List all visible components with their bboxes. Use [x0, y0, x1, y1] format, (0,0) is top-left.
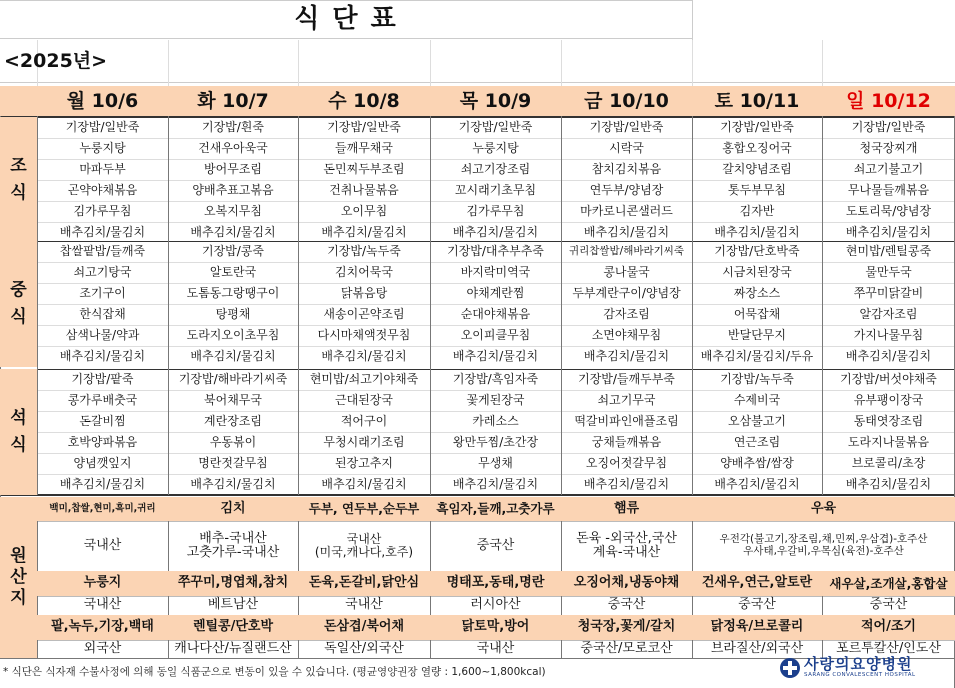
day-header: 일 10/12 [822, 86, 955, 116]
origin-ingredient: 건새우,연근,알토란 [692, 571, 822, 596]
menu-item: 마카로니콘샐러드 [580, 203, 673, 218]
menu-item: 도라지오이초무침 [186, 327, 280, 342]
menu-item: 기장밥/일반죽 [458, 119, 533, 134]
menu-item: 배추김치/물김치 [59, 348, 146, 363]
grid-line [822, 40, 823, 86]
menu-item: 배추김치/물김치 [845, 348, 932, 363]
origin-label-char: 지 [10, 587, 27, 608]
menu-item: 시금치된장국 [722, 264, 792, 279]
menu-item: 배추김치/물김치 [845, 476, 932, 491]
menu-item: 쇠고기탕국 [73, 264, 132, 279]
menu-item: 톳두부무침 [728, 182, 786, 197]
menu-item: 한식잡채 [79, 306, 126, 321]
menu-item: 기장밥/일반죽 [720, 119, 794, 134]
origin-value-line: 돈육 -외국산,국산 [576, 530, 677, 546]
footnote: * 식단은 식자재 수불사정에 의해 동일 식품군으로 변동이 있을 수 있습니다. (평균영양권장 열량 : 1,600~1,800kcal) [3, 666, 546, 678]
menu-item: 삼색나물/약과 [65, 327, 140, 342]
hospital-logo [780, 657, 916, 678]
menu-item: 알토란국 [209, 264, 257, 279]
origin-ingredient: 쭈꾸미,명엽채,참치 [168, 571, 298, 596]
menu-item: 쇠고기불고기 [853, 161, 924, 176]
menu-item: 적어구이 [340, 413, 388, 428]
logo-name: 사랑의요양병원 [804, 655, 913, 673]
origin-value: 브라질산/외국산 [710, 640, 804, 656]
menu-item: 조기구이 [79, 285, 126, 300]
menu-item: 연근조림 [733, 434, 781, 449]
menu-item: 떡갈비파인애플조림 [574, 413, 679, 428]
origin-ingredient: 청국장,꽃게/갈치 [561, 615, 692, 640]
origin-value [168, 521, 298, 571]
menu-item: 무생채 [478, 455, 513, 470]
menu-item: 배추김치/물김치 [845, 224, 932, 239]
menu-item: 현미밥/렌틸콩죽 [845, 243, 932, 258]
origin-ingredient: 김치 [168, 497, 298, 521]
grid-line [0, 82, 955, 83]
origin-ingredient: 적어/조기 [822, 615, 955, 640]
origin-value-line: 국내산 [346, 531, 382, 546]
origin-value [430, 521, 561, 571]
menu-item: 카레소스 [472, 413, 519, 428]
menu-item: 두부계란구이/양념장 [572, 285, 681, 300]
day-header: 목 10/9 [430, 86, 561, 116]
menu-item: 양배추표고볶음 [192, 182, 274, 197]
menu-item: 들깨무채국 [335, 140, 393, 155]
menu-item: 김자반 [739, 203, 775, 218]
menu-item: 계란장조림 [204, 413, 262, 428]
meal-label [0, 241, 37, 367]
menu-item: 탕평채 [215, 306, 251, 321]
menu-item: 기장밥/버섯야채죽 [840, 371, 937, 386]
meal-label [0, 369, 37, 495]
menu-item: 갈치양념조림 [722, 161, 792, 176]
day-header: 토 10/11 [692, 86, 822, 116]
meal-label-char: 조 [10, 156, 27, 177]
menu-item: 김가루무침 [466, 203, 525, 218]
menu-item: 브로콜리/초장 [851, 455, 926, 470]
hospital-cross-icon [780, 658, 800, 678]
menu-item: 기장밥/흑임자죽 [452, 371, 539, 386]
menu-item: 도토리묵/양념장 [845, 203, 932, 218]
menu-item: 다시마채액젓무침 [317, 327, 411, 342]
menu-item: 오징어젓갈무침 [585, 455, 668, 470]
menu-item: 곤약야채볶음 [67, 182, 138, 197]
menu-item: 건취나물볶음 [329, 182, 399, 197]
origin-ingredient: 흑임자,들깨,고춧가루 [430, 497, 561, 521]
menu-item: 찹쌀팥밥/들깨죽 [59, 243, 146, 258]
grid-line [692, 40, 693, 86]
menu-item: 오복지무침 [204, 203, 262, 218]
origin-ingredient: 우육 [692, 497, 955, 521]
grid-line [430, 40, 431, 86]
menu-item: 김치어묵국 [335, 264, 393, 279]
menu-item: 유부팽이장국 [853, 392, 924, 407]
origin-value: 외국산 [83, 640, 122, 656]
menu-item: 순대야채볶음 [460, 306, 531, 321]
menu-item: 현미밥/쇠고기야채죽 [309, 371, 419, 386]
menu-item: 소면야채무침 [591, 327, 662, 342]
menu-item: 연두부/양념장 [589, 182, 664, 197]
menu-item: 기장밥/녹두죽 [720, 371, 794, 386]
menu-item: 호박양파볶음 [67, 434, 138, 449]
day-header: 수 10/8 [298, 86, 430, 116]
menu-item: 기장밥/해바라기씨죽 [178, 371, 288, 386]
origin-value: 캐나다산/뉴질랜드산 [174, 640, 292, 656]
origin-value-line: 계육-국내산 [592, 545, 661, 560]
day-header: 화 10/7 [168, 86, 298, 116]
origin-ingredient: 팥,녹두,기장,백태 [37, 615, 168, 640]
menu-item: 새송이곤약조림 [323, 306, 405, 321]
origin-value-line: 고춧가루-국내산 [186, 545, 280, 560]
origin-ingredient: 렌틸콩/단호박 [168, 615, 298, 640]
origin-value: 중국산 [738, 597, 776, 613]
menu-item: 참치김치볶음 [591, 161, 662, 176]
menu-item: 무나물들깨볶음 [847, 182, 930, 197]
origin-value-line: 우사태,우갈비,우목심(육전)-호주산 [743, 545, 904, 557]
menu-item: 배추김치/물김치 [321, 348, 407, 363]
menu-item: 청국장찌개 [859, 140, 918, 155]
menu-item: 배추김치/물김치 [190, 476, 276, 491]
origin-value: 중국산/모로코산 [580, 640, 673, 656]
menu-item: 왕만두찜/초간장 [452, 434, 539, 449]
origin-value: 국내산 [83, 597, 122, 613]
menu-item: 기장밥/단호박죽 [714, 243, 800, 258]
menu-item: 반달단무지 [728, 327, 786, 342]
menu-item: 북어채무국 [204, 392, 262, 407]
menu-item: 쇠고기무국 [597, 392, 656, 407]
menu-item: 닭볶음탕 [340, 285, 388, 300]
menu-item: 꽃게된장국 [466, 392, 525, 407]
menu-item: 무청시래기조림 [323, 434, 405, 449]
origin-value: 중국산 [607, 597, 646, 613]
menu-item: 콩가루배춧국 [67, 392, 138, 407]
meal-label-char: 식 [10, 307, 27, 327]
origin-value-line: 국내산 [83, 537, 122, 553]
menu-item: 김가루무침 [73, 203, 132, 218]
menu-item: 동태엿장조림 [853, 413, 924, 428]
menu-item: 배추김치/물김치 [583, 476, 670, 491]
meal-label [0, 117, 37, 243]
origin-label [0, 497, 37, 658]
menu-item: 야채계란찜 [466, 285, 525, 300]
origin-ingredient: 백미,찹쌀,현미,흑미,귀리 [37, 497, 168, 521]
menu-item: 배추김치/물김치 [452, 348, 539, 363]
origin-label-char: 산 [10, 567, 27, 588]
menu-item: 가지나물무침 [853, 327, 924, 342]
menu-item: 근대된장국 [335, 392, 393, 407]
menu-item: 알감자조림 [859, 306, 918, 321]
grid-line [298, 40, 299, 86]
menu-item: 우동볶이 [209, 434, 257, 449]
menu-item: 짜장소스 [733, 285, 781, 300]
origin-value: 베트남산 [207, 597, 259, 613]
menu-item: 오이무침 [340, 203, 388, 218]
menu-item: 기장밥/일반죽 [65, 119, 140, 134]
menu-item: 돈민찌두부조림 [323, 161, 405, 176]
menu-item: 배추김치/물김치 [59, 224, 146, 239]
menu-item: 배추김치/물김치 [452, 476, 539, 491]
menu-item: 콩나물국 [603, 264, 650, 279]
origin-value: 포르투칼산/인도산 [836, 640, 941, 656]
menu-item: 꼬시래기초무침 [454, 182, 537, 197]
origin-ingredient: 닭토막,방어 [430, 615, 561, 640]
menu-item: 감자조림 [603, 306, 650, 321]
menu-item: 물만두국 [865, 264, 912, 279]
menu-item: 건새우아욱국 [198, 140, 268, 155]
menu-item: 배추김치/물김치/두유 [700, 348, 814, 363]
menu-item: 방어무조림 [204, 161, 262, 176]
menu-item: 배추김치/물김치 [583, 224, 670, 239]
menu-item: 돈갈비찜 [79, 413, 126, 428]
menu-item: 도톰동그랑땡구이 [186, 285, 280, 300]
origin-value [298, 521, 430, 571]
menu-item: 홍합오징어국 [722, 140, 792, 155]
menu-item: 기장밥/녹두죽 [327, 243, 401, 258]
menu-item: 기장밥/흰죽 [201, 119, 264, 134]
year-label: <2025년> [4, 49, 108, 72]
day-header: 금 10/10 [561, 86, 692, 116]
origin-ingredient: 새우살,조개살,홍합살 [822, 571, 955, 596]
menu-item: 오이피클무침 [460, 327, 531, 342]
origin-ingredient: 닭정육/브로콜리 [692, 615, 822, 640]
menu-item: 궁채들깨볶음 [591, 434, 662, 449]
origin-ingredient: 돈육,돈갈비,닭안심 [298, 571, 430, 596]
menu-item: 누룽지탕 [79, 140, 126, 155]
grid-line [0, 38, 692, 39]
corner-cell [0, 86, 37, 116]
origin-value: 러시아산 [470, 597, 521, 613]
meal-label-char: 식 [10, 183, 27, 203]
origin-value: 국내산 [476, 640, 515, 656]
menu-item: 배추김치/물김치 [714, 224, 800, 239]
origin-ingredient: 돈삼겹/북어채 [298, 615, 430, 640]
menu-item: 양념깻잎지 [73, 455, 132, 470]
origin-ingredient: 오징어채,냉동야채 [561, 571, 692, 596]
menu-item: 누룽지탕 [472, 140, 519, 155]
origin-value-line: 중국산 [476, 537, 515, 553]
page-title: 식 단 표 [294, 3, 398, 34]
menu-item: 쇠고기장조림 [460, 161, 531, 176]
origin-value: 중국산 [869, 597, 908, 613]
menu-item: 마파두부 [79, 161, 126, 176]
menu-item: 기장밥/콩죽 [201, 243, 264, 258]
origin-value-line: 우전각(불고기,장조림,채,민찌,우삼겹)-호주산 [719, 533, 928, 546]
menu-item: 기장밥/팥죽 [71, 371, 134, 386]
menu-item: 명란젓갈무침 [198, 455, 268, 470]
menu-item: 기장밥/들깨두부죽 [578, 371, 675, 386]
origin-ingredient: 누룽지 [37, 571, 168, 596]
menu-item: 배추김치/물김치 [190, 348, 276, 363]
meal-label-char: 중 [10, 280, 27, 301]
origin-value [37, 521, 168, 571]
menu-item: 양배추쌈/쌈장 [720, 455, 794, 470]
meal-label-char: 석 [10, 408, 27, 429]
menu-item: 쭈꾸미닭갈비 [853, 285, 924, 300]
menu-item: 어묵잡채 [733, 306, 781, 321]
menu-item: 기장밥/대추부추죽 [447, 243, 544, 258]
origin-value: 국내산 [345, 597, 383, 613]
origin-label-char: 원 [10, 546, 27, 567]
origin-value [561, 521, 692, 571]
origin-value-line: (미국,캐나다,호주) [314, 545, 414, 559]
menu-item: 배추김치/물김치 [321, 476, 407, 491]
menu-item: 귀리찹쌀밥/해바라기씨죽 [568, 244, 685, 257]
menu-item: 된장고추지 [335, 455, 393, 470]
menu-item: 시락국 [609, 140, 644, 155]
origin-value: 독일산/외국산 [324, 640, 404, 656]
menu-item: 기장밥/일반죽 [327, 119, 401, 134]
menu-item: 바지락미역국 [460, 264, 531, 279]
origin-ingredient: 명태포,동태,명란 [430, 571, 561, 596]
origin-value-line: 배추-국내산 [199, 530, 267, 546]
menu-item: 배추김치/물김치 [714, 476, 800, 491]
logo-subtitle: SARANG CONVALESCENT HOSPITAL [804, 672, 916, 678]
meal-label-char: 식 [10, 435, 27, 455]
origin-ingredient: 햄류 [561, 497, 692, 521]
menu-item: 배추김치/물김치 [452, 224, 539, 239]
menu-item: 기장밥/일반죽 [851, 119, 926, 134]
menu-item: 오삼불고기 [728, 413, 786, 428]
menu-item: 수제비국 [733, 392, 781, 407]
menu-item: 배추김치/물김치 [190, 224, 276, 239]
menu-item: 배추김치/물김치 [583, 348, 670, 363]
menu-item: 도라지나물볶음 [847, 434, 930, 449]
menu-item: 배추김치/물김치 [321, 224, 407, 239]
grid-line [0, 495, 955, 496]
menu-item: 배추김치/물김치 [59, 476, 146, 491]
menu-item: 기장밥/일반죽 [589, 119, 664, 134]
origin-value [692, 521, 955, 571]
day-header: 월 10/6 [37, 86, 168, 116]
grid-line [561, 40, 562, 86]
origin-ingredient: 두부, 연두부,순두부 [298, 497, 430, 521]
